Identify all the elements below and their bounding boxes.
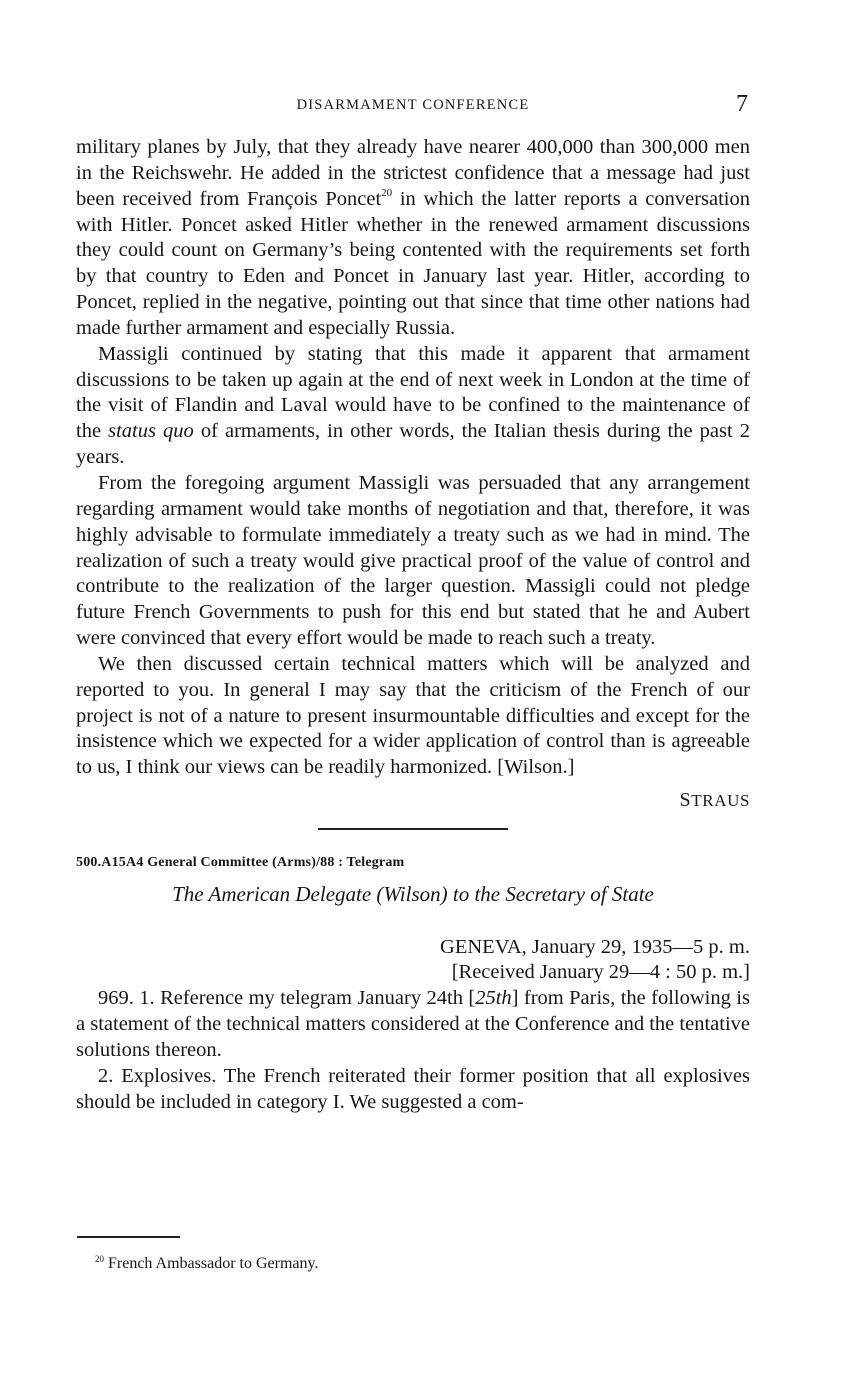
document-title bbox=[76, 881, 750, 907]
footnote-reference: 20 bbox=[381, 186, 393, 199]
file-reference: 500.A15A4 General Committee (Arms)/88 : Telegram bbox=[76, 854, 405, 870]
paragraph-5-text-a: 969. 1. Reference my telegram January 24th [ bbox=[98, 987, 476, 1010]
paragraph-2-text-a: Massigli continued by stating that this made it apparent that armament discussions to be taken up again at the end of next week in London at the time of the visit of Flandin and Laval would have to be confined to the maintenance of the bbox=[76, 342, 750, 443]
footnote bbox=[95, 1255, 318, 1273]
running-head bbox=[76, 91, 750, 120]
paragraph-2-italic: status quo bbox=[108, 420, 194, 443]
document-title-a: The American Delegate ( bbox=[172, 881, 384, 906]
body-text bbox=[76, 135, 750, 1116]
dateline-date: , January 29, 1935—5 p. m. bbox=[521, 935, 750, 958]
footnote-divider bbox=[77, 1236, 180, 1238]
dateline-place bbox=[440, 936, 522, 958]
paragraph-2 bbox=[76, 342, 750, 471]
running-title: DISARMAMENT CONFERENCE bbox=[296, 97, 530, 113]
dateline bbox=[76, 935, 750, 987]
paragraph-1 bbox=[76, 135, 750, 342]
paragraph-4: We then discussed certain technical matters which will be analyzed and reported to you. In general I may say that the criticism of the French of our project is not of a nature to present insurmountable difficulties and except for the insistence which we expected for a wider application of control than is agreeable to us, I think our views can be readily harmonized. [Wilson.] bbox=[76, 652, 750, 779]
paragraph-3: From the foregoing argument Massigli was persuaded that any arrangement regarding armament would take months of negotiation and that, therefore, it was highly advisable to formulate immediately a treaty such as we had in mind. The realization of such a treaty would give practical proof of the value of control and contribute to the realization of the larger question. Massigli could not pledge future French Governments to push for this end but stated that he and Aubert were convinced that every effort would be made to reach such a treaty. bbox=[76, 471, 750, 650]
document-title-b: ) to the Secretary of State bbox=[440, 881, 654, 906]
signature-rest: TRAUS bbox=[691, 791, 750, 811]
page-number: 7 bbox=[736, 91, 748, 117]
paragraph-1-text-b: in which the latter reports a conversation with Hitler. Poncet asked Hitler whether in the renewed armament discussions they could count on Germany’s being contented with the requirements set forth by that country to Eden and Poncet in January last year. Hitler, according to Poncet, replied in the negative, pointing out that since that time other nations had made further armament and especially Russia. bbox=[76, 187, 751, 339]
paragraph-5 bbox=[76, 986, 750, 1064]
footnote-number: 20 bbox=[95, 1254, 104, 1264]
paragraph-5-italic: 25th bbox=[475, 987, 512, 1010]
signature-initial: S bbox=[679, 789, 692, 812]
paragraph-6: 2. Explosives. The French reiterated their former position that all explosives should be included in category I. We suggested a com- bbox=[76, 1064, 750, 1113]
dateline-place-date bbox=[76, 935, 750, 961]
paragraph-2-text-b: of armaments, in other words, the Italian thesis during the past 2 years. bbox=[76, 420, 750, 469]
signature bbox=[76, 787, 750, 814]
dateline-received: [Received January 29—4 : 50 p. m.] bbox=[451, 961, 750, 984]
dateline-place-rest: ENEVA bbox=[454, 935, 522, 958]
paragraph-1-text-a: military planes by July, that they already have nearer 400,000 than 300,000 men in the Reichswehr. He added in the strictest confidence that a message had just been received from François Poncet bbox=[76, 136, 750, 210]
section-divider bbox=[318, 828, 508, 830]
footnote-text: French Ambassador to Germany. bbox=[104, 1255, 319, 1272]
paragraph-5-text-b: ] from Paris, the following is a statement of the technical matters considered at the Conference and the tentative solutions thereon. bbox=[76, 987, 750, 1061]
document-title-name: Wilson bbox=[383, 881, 441, 906]
dateline-place-initial: G bbox=[440, 935, 455, 958]
